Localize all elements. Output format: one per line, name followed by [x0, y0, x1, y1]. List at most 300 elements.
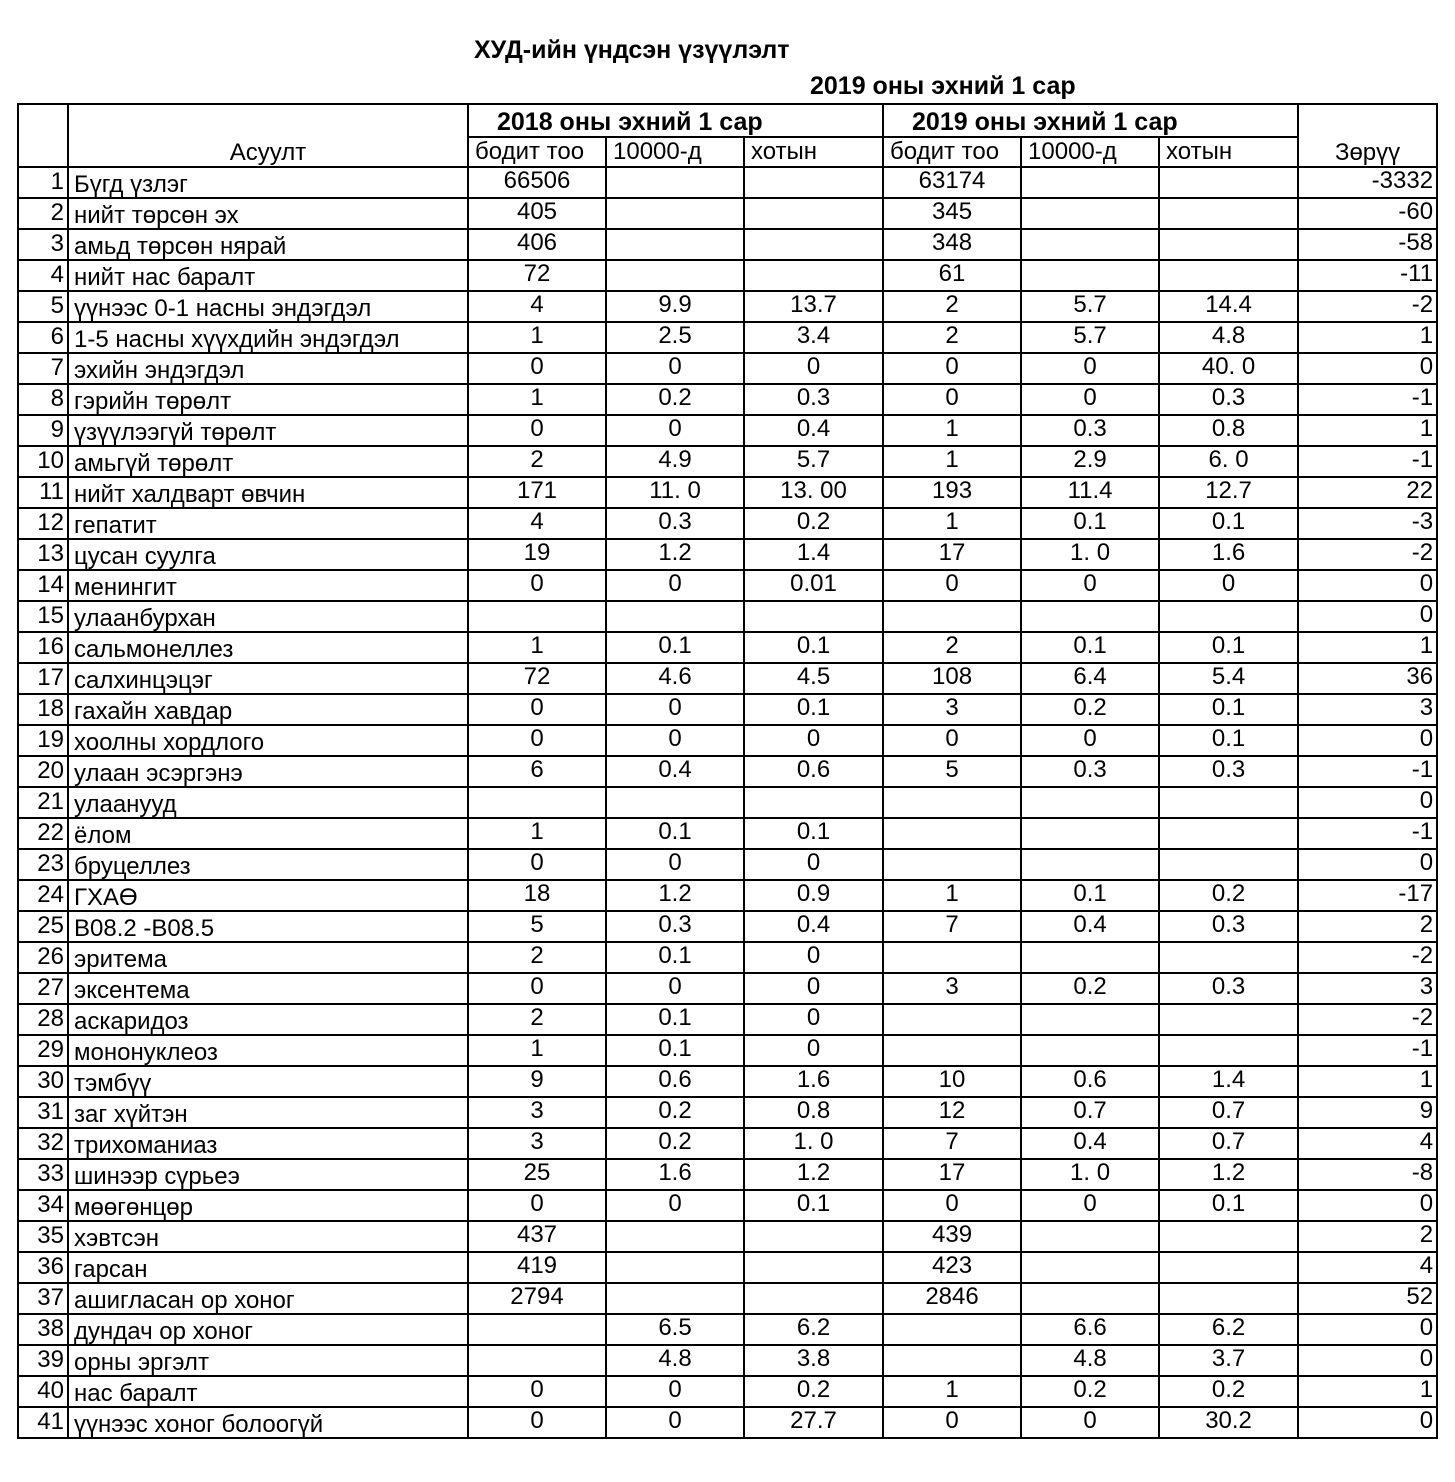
cell-2018-per10000: 1.2 [606, 880, 744, 911]
cell-2018-per10000: 4.8 [606, 1345, 744, 1376]
cell-2018-actual: 4 [468, 291, 606, 322]
cell-2019-per10000 [1021, 787, 1159, 818]
cell-difference: 1 [1298, 632, 1437, 663]
cell-2019-city [1159, 1283, 1298, 1314]
cell-2019-city [1159, 260, 1298, 291]
table-row [18, 1407, 1437, 1438]
cell-2019-actual: 0 [883, 1190, 1021, 1221]
cell-2019-city [1159, 818, 1298, 849]
cell-2019-city: 1.6 [1159, 539, 1298, 570]
row-label: улаан эсэргэнэ [68, 756, 468, 787]
cell-2019-actual: 1 [883, 1376, 1021, 1407]
row-label: ашигласан ор хоног [68, 1283, 468, 1314]
cell-2018-actual: 2 [468, 1004, 606, 1035]
cell-2019-city: 0.1 [1159, 508, 1298, 539]
cell-2018-actual: 66506 [468, 167, 606, 198]
cell-2019-per10000: 0.3 [1021, 756, 1159, 787]
cell-2019-per10000: 6.6 [1021, 1314, 1159, 1345]
table-row [18, 818, 1437, 849]
cell-2019-actual [883, 849, 1021, 880]
row-label: мононуклеоз [68, 1035, 468, 1066]
cell-2018-actual: 405 [468, 198, 606, 229]
cell-2018-city [744, 167, 883, 198]
cell-2018-per10000: 0 [606, 725, 744, 756]
cell-2018-city: 0 [744, 353, 883, 384]
table-row [18, 911, 1437, 942]
table-row [18, 1190, 1437, 1221]
cell-2019-per10000: 0.4 [1021, 911, 1159, 942]
report-title: ХУД-ийн үндсэн үзүүлэлт [474, 36, 790, 64]
cell-2019-city: 14.4 [1159, 291, 1298, 322]
row-number: 2 [18, 198, 68, 229]
row-label: В08.2 -В08.5 [68, 911, 468, 942]
row-label: хоолны хордлого [68, 725, 468, 756]
cell-2018-per10000: 0.3 [606, 911, 744, 942]
cell-2019-actual: 10 [883, 1066, 1021, 1097]
cell-2018-per10000 [606, 260, 744, 291]
cell-2018-city: 27.7 [744, 1407, 883, 1438]
cell-2019-per10000: 0.4 [1021, 1128, 1159, 1159]
cell-difference: 22 [1298, 477, 1437, 508]
cell-2019-actual: 0 [883, 384, 1021, 415]
cell-2018-per10000: 1.2 [606, 539, 744, 570]
cell-2019-city: 5.4 [1159, 663, 1298, 694]
cell-2018-city: 13. 00 [744, 477, 883, 508]
cell-difference: 1 [1298, 322, 1437, 353]
cell-2019-actual: 2 [883, 322, 1021, 353]
cell-2018-city: 0 [744, 942, 883, 973]
cell-2019-per10000 [1021, 1221, 1159, 1252]
row-number: 16 [18, 632, 68, 663]
table-row [18, 1314, 1437, 1345]
cell-2018-actual [468, 601, 606, 632]
row-label: гэрийн төрөлт [68, 384, 468, 415]
cell-2019-actual: 0 [883, 353, 1021, 384]
cell-2018-actual: 0 [468, 725, 606, 756]
row-label: салхинцэцэг [68, 663, 468, 694]
cell-2019-city: 0.2 [1159, 1376, 1298, 1407]
table-row [18, 477, 1437, 508]
row-number: 31 [18, 1097, 68, 1128]
cell-2018-city: 3.4 [744, 322, 883, 353]
cell-2018-actual: 0 [468, 1376, 606, 1407]
row-label: амьгүй төрөлт [68, 446, 468, 477]
cell-2019-actual: 348 [883, 229, 1021, 260]
cell-2018-city: 0 [744, 725, 883, 756]
cell-difference: 0 [1298, 1345, 1437, 1376]
header-row-columns [18, 137, 1437, 167]
row-label: улаанууд [68, 787, 468, 818]
cell-2018-actual: 1 [468, 818, 606, 849]
row-number: 36 [18, 1252, 68, 1283]
cell-2019-per10000: 5.7 [1021, 291, 1159, 322]
table-row [18, 1376, 1437, 1407]
table-row [18, 353, 1437, 384]
row-number: 24 [18, 880, 68, 911]
cell-2018-city [744, 229, 883, 260]
cell-2018-per10000 [606, 1221, 744, 1252]
row-label: бруцеллез [68, 849, 468, 880]
cell-2018-actual: 1 [468, 322, 606, 353]
group-header-2019: 2019 оны эхний 1 сар [883, 104, 1298, 137]
cell-2018-per10000: 0.6 [606, 1066, 744, 1097]
cell-2018-city [744, 787, 883, 818]
row-label: тэмбүү [68, 1066, 468, 1097]
cell-2019-per10000: 6.4 [1021, 663, 1159, 694]
cell-2018-per10000: 6.5 [606, 1314, 744, 1345]
cell-2018-city: 0 [744, 1035, 883, 1066]
header-blank-cell [18, 104, 68, 137]
cell-2018-actual: 0 [468, 1190, 606, 1221]
cell-2018-actual: 419 [468, 1252, 606, 1283]
cell-difference: -3 [1298, 508, 1437, 539]
cell-2019-per10000: 0 [1021, 1407, 1159, 1438]
cell-2019-city: 0.3 [1159, 973, 1298, 1004]
cell-2019-per10000 [1021, 601, 1159, 632]
cell-difference: 0 [1298, 353, 1437, 384]
cell-2019-per10000: 0.7 [1021, 1097, 1159, 1128]
cell-2018-actual: 0 [468, 353, 606, 384]
cell-2018-per10000 [606, 1252, 744, 1283]
cell-2019-actual: 2846 [883, 1283, 1021, 1314]
cell-2018-city: 0.9 [744, 880, 883, 911]
cell-2019-actual [883, 1035, 1021, 1066]
cell-2019-per10000 [1021, 1252, 1159, 1283]
table-row [18, 1066, 1437, 1097]
cell-2018-per10000 [606, 1283, 744, 1314]
cell-2019-per10000: 5.7 [1021, 322, 1159, 353]
row-number: 28 [18, 1004, 68, 1035]
cell-2018-per10000: 0.2 [606, 1128, 744, 1159]
cell-2019-per10000: 0.1 [1021, 880, 1159, 911]
cell-2018-actual: 72 [468, 663, 606, 694]
cell-2018-actual [468, 1345, 606, 1376]
row-number: 38 [18, 1314, 68, 1345]
row-label: Бүгд үзлэг [68, 167, 468, 198]
cell-2019-city: 30.2 [1159, 1407, 1298, 1438]
cell-2019-actual [883, 818, 1021, 849]
table-row [18, 1035, 1437, 1066]
cell-2018-per10000: 0 [606, 1376, 744, 1407]
table-row [18, 384, 1437, 415]
cell-2018-actual: 6 [468, 756, 606, 787]
cell-difference: 2 [1298, 1221, 1437, 1252]
cell-2019-city: 40. 0 [1159, 353, 1298, 384]
cell-2018-actual: 4 [468, 508, 606, 539]
row-number: 6 [18, 322, 68, 353]
row-label: ёлом [68, 818, 468, 849]
cell-2019-actual: 1 [883, 880, 1021, 911]
cell-difference: 9 [1298, 1097, 1437, 1128]
row-label: ГХАӨ [68, 880, 468, 911]
table-row [18, 1004, 1437, 1035]
cell-2019-city [1159, 1035, 1298, 1066]
cell-2018-actual: 5 [468, 911, 606, 942]
cell-2018-actual: 1 [468, 1035, 606, 1066]
row-number: 7 [18, 353, 68, 384]
cell-2019-actual: 12 [883, 1097, 1021, 1128]
cell-2019-per10000 [1021, 260, 1159, 291]
cell-2019-city: 6. 0 [1159, 446, 1298, 477]
cell-2019-actual: 63174 [883, 167, 1021, 198]
cell-2019-city: 1.4 [1159, 1066, 1298, 1097]
cell-2018-actual: 2794 [468, 1283, 606, 1314]
cell-2018-per10000: 4.9 [606, 446, 744, 477]
cell-difference: -2 [1298, 291, 1437, 322]
table-row [18, 880, 1437, 911]
cell-2018-city: 0.3 [744, 384, 883, 415]
cell-2019-actual [883, 942, 1021, 973]
table-row [18, 973, 1437, 1004]
table-row [18, 601, 1437, 632]
row-label: үүнээс хоног болоогүй [68, 1407, 468, 1438]
table-row [18, 756, 1437, 787]
table-row [18, 1128, 1437, 1159]
cell-2019-city [1159, 1004, 1298, 1035]
cell-2019-per10000 [1021, 229, 1159, 260]
cell-2019-actual: 0 [883, 725, 1021, 756]
cell-2018-actual: 0 [468, 973, 606, 1004]
cell-2018-actual: 72 [468, 260, 606, 291]
cell-difference: -8 [1298, 1159, 1437, 1190]
row-number: 22 [18, 818, 68, 849]
cell-2018-per10000: 0.1 [606, 818, 744, 849]
cell-2019-actual [883, 787, 1021, 818]
row-number: 26 [18, 942, 68, 973]
row-label: нийт төрсөн эх [68, 198, 468, 229]
cell-difference: 1 [1298, 1066, 1437, 1097]
cell-difference: -1 [1298, 1035, 1437, 1066]
table-row [18, 198, 1437, 229]
row-number: 35 [18, 1221, 68, 1252]
cell-2018-city: 5.7 [744, 446, 883, 477]
cell-difference: -1 [1298, 446, 1437, 477]
row-number: 40 [18, 1376, 68, 1407]
cell-2019-per10000 [1021, 818, 1159, 849]
cell-2018-per10000: 1.6 [606, 1159, 744, 1190]
row-label: эхийн эндэгдэл [68, 353, 468, 384]
cell-2019-city [1159, 229, 1298, 260]
cell-2018-actual: 2 [468, 942, 606, 973]
cell-2019-per10000: 1. 0 [1021, 539, 1159, 570]
table-row [18, 167, 1437, 198]
cell-2018-city [744, 1252, 883, 1283]
row-label: гепатит [68, 508, 468, 539]
cell-difference: -58 [1298, 229, 1437, 260]
row-label: сальмонеллез [68, 632, 468, 663]
table-row [18, 1097, 1437, 1128]
cell-difference: 0 [1298, 601, 1437, 632]
cell-2018-city [744, 601, 883, 632]
cell-2018-city: 0.01 [744, 570, 883, 601]
cell-2018-city: 0.1 [744, 632, 883, 663]
row-number: 11 [18, 477, 68, 508]
cell-2019-city: 6.2 [1159, 1314, 1298, 1345]
cell-difference: 3 [1298, 694, 1437, 725]
cell-2019-city: 12.7 [1159, 477, 1298, 508]
row-number: 17 [18, 663, 68, 694]
table-row [18, 415, 1437, 446]
cell-2018-city: 1.2 [744, 1159, 883, 1190]
cell-2018-city: 13.7 [744, 291, 883, 322]
cell-difference: 2 [1298, 911, 1437, 942]
row-label: үзүүлээгүй төрөлт [68, 415, 468, 446]
row-label: трихоманиаз [68, 1128, 468, 1159]
cell-2018-per10000: 0.1 [606, 1035, 744, 1066]
cell-difference: -17 [1298, 880, 1437, 911]
row-number: 30 [18, 1066, 68, 1097]
cell-2019-per10000: 1. 0 [1021, 1159, 1159, 1190]
cell-2019-actual: 0 [883, 570, 1021, 601]
cell-difference: 0 [1298, 1314, 1437, 1345]
cell-difference: 0 [1298, 849, 1437, 880]
cell-2019-actual [883, 1314, 1021, 1345]
cell-2019-city [1159, 601, 1298, 632]
cell-2018-city: 3.8 [744, 1345, 883, 1376]
cell-difference: 4 [1298, 1128, 1437, 1159]
cell-2019-per10000: 0.2 [1021, 694, 1159, 725]
cell-2018-actual: 18 [468, 880, 606, 911]
row-label: нийт нас баралт [68, 260, 468, 291]
cell-2019-city: 3.7 [1159, 1345, 1298, 1376]
row-label: үүнээс 0-1 насны эндэгдэл [68, 291, 468, 322]
table-row [18, 849, 1437, 880]
cell-2018-actual: 0 [468, 849, 606, 880]
cell-2019-per10000: 0 [1021, 384, 1159, 415]
row-label: орны эргэлт [68, 1345, 468, 1376]
cell-2019-actual: 1 [883, 415, 1021, 446]
cell-difference: -2 [1298, 1004, 1437, 1035]
row-number: 13 [18, 539, 68, 570]
cell-2019-actual [883, 1004, 1021, 1035]
cell-2019-city: 0.1 [1159, 694, 1298, 725]
row-number: 1 [18, 167, 68, 198]
cell-2018-city: 0.2 [744, 508, 883, 539]
row-label: амьд төрсөн нярай [68, 229, 468, 260]
row-label: менингит [68, 570, 468, 601]
row-number: 12 [18, 508, 68, 539]
row-number: 4 [18, 260, 68, 291]
cell-2018-per10000: 0.2 [606, 384, 744, 415]
cell-2018-actual: 0 [468, 1407, 606, 1438]
cell-2018-city [744, 260, 883, 291]
row-number: 15 [18, 601, 68, 632]
cell-2018-actual [468, 787, 606, 818]
table-row [18, 260, 1437, 291]
cell-2019-city: 0.3 [1159, 384, 1298, 415]
cell-2019-per10000: 4.8 [1021, 1345, 1159, 1376]
cell-2019-city [1159, 1252, 1298, 1283]
cell-2019-city: 0.3 [1159, 911, 1298, 942]
cell-2018-per10000: 0.1 [606, 632, 744, 663]
cell-2019-actual: 17 [883, 539, 1021, 570]
cell-2018-actual: 19 [468, 539, 606, 570]
row-label: хэвтсэн [68, 1221, 468, 1252]
row-number: 29 [18, 1035, 68, 1066]
cell-difference: -1 [1298, 384, 1437, 415]
cell-2019-city [1159, 849, 1298, 880]
cell-2018-per10000: 0 [606, 1190, 744, 1221]
table-row [18, 508, 1437, 539]
column-header-difference: Зөрүү [1298, 137, 1437, 167]
cell-2018-city: 0 [744, 849, 883, 880]
row-number: 39 [18, 1345, 68, 1376]
cell-2019-city: 0 [1159, 570, 1298, 601]
cell-2018-actual: 1 [468, 632, 606, 663]
row-number: 3 [18, 229, 68, 260]
row-number: 10 [18, 446, 68, 477]
table-row [18, 1283, 1437, 1314]
cell-2018-city: 0.1 [744, 694, 883, 725]
cell-2019-per10000 [1021, 167, 1159, 198]
cell-2018-per10000 [606, 787, 744, 818]
cell-2018-actual: 0 [468, 570, 606, 601]
row-number: 25 [18, 911, 68, 942]
table-row [18, 787, 1437, 818]
cell-2018-per10000: 0 [606, 973, 744, 1004]
cell-2019-per10000 [1021, 1035, 1159, 1066]
cell-2019-per10000: 0 [1021, 353, 1159, 384]
cell-2019-actual: 1 [883, 508, 1021, 539]
cell-2018-per10000 [606, 601, 744, 632]
cell-2019-actual: 2 [883, 291, 1021, 322]
cell-2018-actual [468, 1314, 606, 1345]
cell-2018-actual: 0 [468, 415, 606, 446]
cell-2019-actual: 3 [883, 694, 1021, 725]
row-label: 1-5 насны хүүхдийн эндэгдэл [68, 322, 468, 353]
row-number: 8 [18, 384, 68, 415]
cell-2019-per10000: 0.1 [1021, 632, 1159, 663]
cell-2018-per10000: 0.1 [606, 942, 744, 973]
table-row [18, 694, 1437, 725]
row-label: заг хүйтэн [68, 1097, 468, 1128]
cell-difference: -1 [1298, 756, 1437, 787]
cell-2018-per10000: 0 [606, 1407, 744, 1438]
cell-2018-city: 0.8 [744, 1097, 883, 1128]
table-row [18, 539, 1437, 570]
row-label: эксентема [68, 973, 468, 1004]
cell-2018-actual: 3 [468, 1128, 606, 1159]
cell-2018-city: 1.6 [744, 1066, 883, 1097]
cell-2018-city: 0 [744, 1004, 883, 1035]
cell-2018-per10000: 2.5 [606, 322, 744, 353]
cell-2018-actual: 0 [468, 694, 606, 725]
column-header-2019-actual: бодит тоо [883, 137, 1021, 167]
cell-2019-per10000 [1021, 942, 1159, 973]
header-blank-cell [68, 104, 468, 137]
cell-2018-per10000: 0 [606, 570, 744, 601]
cell-2018-city: 0.1 [744, 818, 883, 849]
cell-2019-per10000 [1021, 1283, 1159, 1314]
cell-difference: -60 [1298, 198, 1437, 229]
table-row [18, 322, 1437, 353]
cell-2019-per10000 [1021, 198, 1159, 229]
cell-2018-city: 0.4 [744, 911, 883, 942]
table-row [18, 942, 1437, 973]
cell-2019-per10000: 0 [1021, 725, 1159, 756]
row-label: мөөгөнцөр [68, 1190, 468, 1221]
row-label: гарсан [68, 1252, 468, 1283]
row-number: 5 [18, 291, 68, 322]
cell-2019-city: 0.2 [1159, 880, 1298, 911]
cell-2019-per10000: 11.4 [1021, 477, 1159, 508]
cell-2019-actual: 5 [883, 756, 1021, 787]
cell-2019-city: 0.7 [1159, 1128, 1298, 1159]
cell-2019-per10000 [1021, 1004, 1159, 1035]
table-row [18, 446, 1437, 477]
column-header-2018-actual: бодит тоо [468, 137, 606, 167]
row-number: 32 [18, 1128, 68, 1159]
